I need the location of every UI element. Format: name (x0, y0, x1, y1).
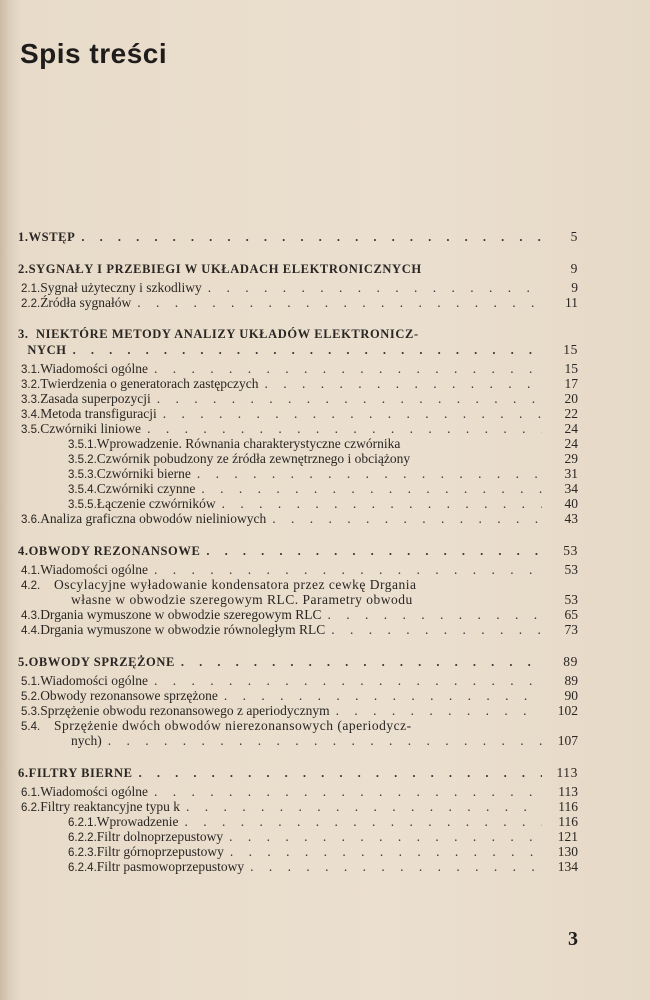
entry-page: 24 (564, 421, 578, 436)
toc-entry-6-1[interactable] (18, 784, 578, 799)
entry-page: 116 (558, 799, 578, 814)
dot-leader (224, 844, 542, 859)
entry-number: 4. (18, 544, 29, 558)
entry-title-continued: własne w obwodzie szeregowym RLC. Parametry obwodu (71, 592, 413, 607)
entry-page: 9 (571, 280, 578, 295)
toc-entry-5-2[interactable] (18, 688, 578, 703)
toc-entry-3-3[interactable] (18, 391, 578, 406)
entry-title: Analiza graficzna obwodów nieliniowych (40, 511, 267, 526)
entry-title: Zasada superpozycji (40, 391, 151, 406)
entry-title: Wiadomości ogólne (40, 784, 148, 799)
dot-leader (67, 343, 542, 358)
entry-title: Filtr górnoprzepustowy (96, 844, 224, 859)
page-number: 3 (568, 928, 578, 950)
toc-entry-chapter-4[interactable] (18, 543, 578, 558)
toc-entry-6-2-3[interactable] (18, 844, 578, 859)
entry-title: Filtry reaktancyjne typu k (40, 799, 181, 814)
dot-leader (75, 230, 542, 245)
entry-title: Twierdzenia o generatorach zastępczych (40, 376, 259, 391)
toc-entry-4-4[interactable] (18, 622, 578, 637)
entry-page: 11 (565, 295, 578, 310)
toc-entry-4-2-line2[interactable] (18, 592, 578, 607)
entry-number: 3.5.2. (68, 454, 97, 466)
dot-leader (223, 829, 542, 844)
toc-entry-chapter-3-line1[interactable] (18, 327, 578, 342)
entry-title: Metoda transfiguracji (40, 406, 157, 421)
entry-number: 3.6. (21, 514, 41, 526)
entry-number: 6.2.2. (68, 832, 97, 844)
dot-leader (259, 376, 543, 391)
entry-page: 65 (564, 607, 578, 622)
dot-leader (330, 703, 542, 718)
entry-number: 5.2. (21, 691, 41, 703)
dot-leader (218, 688, 542, 703)
entry-page: 20 (564, 391, 578, 406)
dot-leader (141, 421, 542, 436)
dot-leader (325, 622, 542, 637)
entry-page: 31 (564, 466, 578, 481)
toc-entry-2-1[interactable] (18, 280, 578, 295)
dot-leader (216, 496, 542, 511)
entry-page: 89 (563, 654, 578, 669)
entry-number: 6.2. (21, 802, 41, 814)
toc-entry-5-4-line2[interactable] (18, 733, 578, 748)
chapter-4 (18, 543, 578, 637)
entry-title-continued: nych) (71, 733, 102, 748)
entry-page: 24 (564, 436, 578, 451)
entry-title: Czwórniki czynne (96, 481, 196, 496)
entry-title: Źródła sygnałów (40, 295, 132, 310)
entry-number: 3.4. (21, 409, 41, 421)
toc-entry-4-3[interactable] (18, 607, 578, 622)
dot-leader (322, 607, 543, 622)
dot-leader (133, 766, 542, 781)
dot-leader (102, 733, 542, 748)
toc-entry-4-2-line1[interactable] (18, 577, 578, 592)
toc-entry-3-2[interactable] (18, 376, 578, 391)
toc-entry-5-4-line1[interactable] (18, 718, 578, 733)
entry-title: OBWODY REZONANSOWE (28, 544, 201, 558)
dot-leader (195, 481, 542, 496)
toc-entry-3-6[interactable] (18, 511, 578, 526)
entry-number: 3.5.3. (68, 469, 97, 481)
entry-page: 53 (564, 562, 578, 577)
entry-title: WSTĘP (28, 230, 76, 244)
toc-entry-5-1[interactable] (18, 673, 578, 688)
entry-page: 73 (564, 622, 578, 637)
entry-title: Wiadomości ogólne (40, 673, 148, 688)
entry-number: 4.4. (21, 625, 41, 637)
entry-title: Filtr dolnoprzepustowy (96, 829, 224, 844)
entry-number: 3.1. (21, 364, 41, 376)
table-of-contents (18, 229, 578, 891)
entry-title: Wprowadzenie (96, 814, 179, 829)
entry-page: 113 (556, 765, 578, 780)
entry-number: 3.3. (21, 394, 41, 406)
toc-entry-6-2-1[interactable] (18, 814, 578, 829)
toc-entry-chapter-2[interactable] (18, 261, 578, 276)
entry-page: 134 (557, 859, 578, 874)
entry-number: 3.5.1. (68, 439, 97, 451)
entry-page: 5 (570, 229, 578, 244)
entry-number: 3.5.4. (68, 484, 97, 496)
entry-number: 3. (18, 327, 29, 341)
entry-title-continued: NYCH (27, 343, 67, 357)
toc-entry-chapter-5[interactable] (18, 654, 578, 669)
dot-leader (148, 562, 542, 577)
toc-entry-6-2-4[interactable] (18, 859, 578, 874)
page-title: Spis treści (20, 38, 168, 69)
entry-page: 43 (564, 511, 578, 526)
entry-title: Wiadomości ogólne (40, 562, 148, 577)
entry-title: NIEKTÓRE METODY ANALIZY UKŁADÓW ELEKTRONICZ- (36, 327, 419, 341)
dot-leader (180, 799, 542, 814)
entry-title: Drgania wymuszone w obwodzie szeregowym RLC (40, 607, 322, 622)
entry-page: 53 (563, 543, 578, 558)
toc-entry-2-2[interactable] (18, 295, 578, 310)
entry-title: Łączenie czwórników (96, 496, 216, 511)
entry-number: 3.2. (21, 379, 41, 391)
entry-page: 29 (564, 451, 578, 466)
dot-leader (266, 511, 542, 526)
dot-leader (157, 406, 542, 421)
entry-title: SYGNAŁY I PRZEBIEGI W UKŁADACH ELEKTRONICZNYCH (28, 262, 422, 276)
toc-entry-6-2-2[interactable] (18, 829, 578, 844)
entry-page: 22 (564, 406, 578, 421)
toc-entry-3-5-2[interactable] (18, 451, 578, 466)
entry-number: 6.2.3. (68, 847, 97, 859)
entry-page: 9 (570, 261, 578, 276)
entry-number: 2.1. (21, 283, 41, 295)
toc-entry-3-5[interactable] (18, 421, 578, 436)
chapter-3 (18, 327, 578, 526)
chapter-6 (18, 765, 578, 874)
dot-leader (151, 391, 542, 406)
entry-page: 116 (558, 814, 578, 829)
entry-page: 121 (557, 829, 578, 844)
entry-number: 5.4. (21, 721, 41, 733)
entry-number: 2.2. (21, 298, 41, 310)
entry-number: 4.3. (21, 610, 41, 622)
entry-number: 1. (18, 230, 29, 244)
dot-leader (244, 859, 542, 874)
entry-page: 89 (564, 673, 578, 688)
toc-entry-3-5-1[interactable] (18, 436, 578, 451)
entry-title: Drgania wymuszone w obwodzie równoległym RLC (40, 622, 326, 637)
toc-entry-6-2[interactable] (18, 799, 578, 814)
chapter-2 (18, 261, 578, 310)
entry-number: 5. (18, 655, 29, 669)
entry-page: 53 (564, 592, 578, 607)
toc-entry-5-3[interactable] (18, 703, 578, 718)
chapter-5 (18, 654, 578, 748)
entry-number: 4.1. (21, 565, 41, 577)
dot-leader (131, 295, 542, 310)
entry-page: 15 (564, 361, 578, 376)
toc-entry-3-4[interactable] (18, 406, 578, 421)
toc-entry-chapter-1[interactable] (18, 229, 578, 244)
toc-entry-4-1[interactable] (18, 562, 578, 577)
entry-page: 90 (564, 688, 578, 703)
dot-leader (179, 814, 543, 829)
entry-title: Wiadomości ogólne (40, 361, 148, 376)
entry-page: 102 (557, 703, 578, 718)
toc-entry-3-5-4[interactable] (18, 481, 578, 496)
chapter-1 (18, 229, 578, 244)
entry-number: 3.5. (21, 424, 41, 436)
dot-leader (148, 361, 542, 376)
entry-title: Czwórniki bierne (96, 466, 191, 481)
entry-number: 4.2. (21, 580, 41, 592)
entry-page: 15 (563, 342, 578, 357)
toc-entry-chapter-3-line2[interactable] (18, 342, 578, 357)
entry-number: 6.1. (21, 787, 41, 799)
entry-title: Wprowadzenie. Równania charakterystyczne czwórnika (96, 436, 401, 451)
toc-entry-chapter-6[interactable] (18, 765, 578, 780)
toc-entry-3-5-3[interactable] (18, 466, 578, 481)
entry-page: 17 (564, 376, 578, 391)
entry-page: 130 (557, 844, 578, 859)
entry-title: OBWODY SPRZĘŻONE (28, 655, 175, 669)
toc-entry-3-1[interactable] (18, 361, 578, 376)
entry-number: 6.2.1. (68, 817, 97, 829)
entry-title: Czwórniki liniowe (40, 421, 142, 436)
entry-page: 34 (564, 481, 578, 496)
entry-number: 2. (18, 262, 29, 276)
entry-page: 113 (558, 784, 578, 799)
dot-leader (191, 466, 542, 481)
entry-title: Oscylacyjne wyładowanie kondensatora przez cewkę Drgania (54, 577, 417, 592)
entry-title: Sprzężenie dwóch obwodów nierezonansowych (aperiodycz- (54, 718, 412, 733)
dot-leader (175, 655, 542, 670)
entry-title: Filtr pasmowoprzepustowy (96, 859, 245, 874)
dot-leader (148, 673, 542, 688)
entry-number: 5.3. (21, 706, 41, 718)
dot-leader (148, 784, 542, 799)
entry-number: 6. (18, 766, 29, 780)
dot-leader (202, 280, 542, 295)
entry-number: 5.1. (21, 676, 41, 688)
entry-number: 3.5.5. (68, 499, 97, 511)
dot-leader (200, 544, 542, 559)
entry-title: FILTRY BIERNE (28, 766, 133, 780)
entry-page: 107 (557, 733, 578, 748)
entry-title: Czwórnik pobudzony ze źródła zewnętrznego i obciążony (96, 451, 411, 466)
entry-title: Obwody rezonansowe sprzężone (40, 688, 218, 703)
entry-number: 6.2.4. (68, 862, 97, 874)
toc-entry-3-5-5[interactable] (18, 496, 578, 511)
entry-title: Sygnał użyteczny i szkodliwy (40, 280, 202, 295)
entry-title: Sprzężenie obwodu rezonansowego z aperiodycznym (40, 703, 330, 718)
entry-page: 40 (564, 496, 578, 511)
